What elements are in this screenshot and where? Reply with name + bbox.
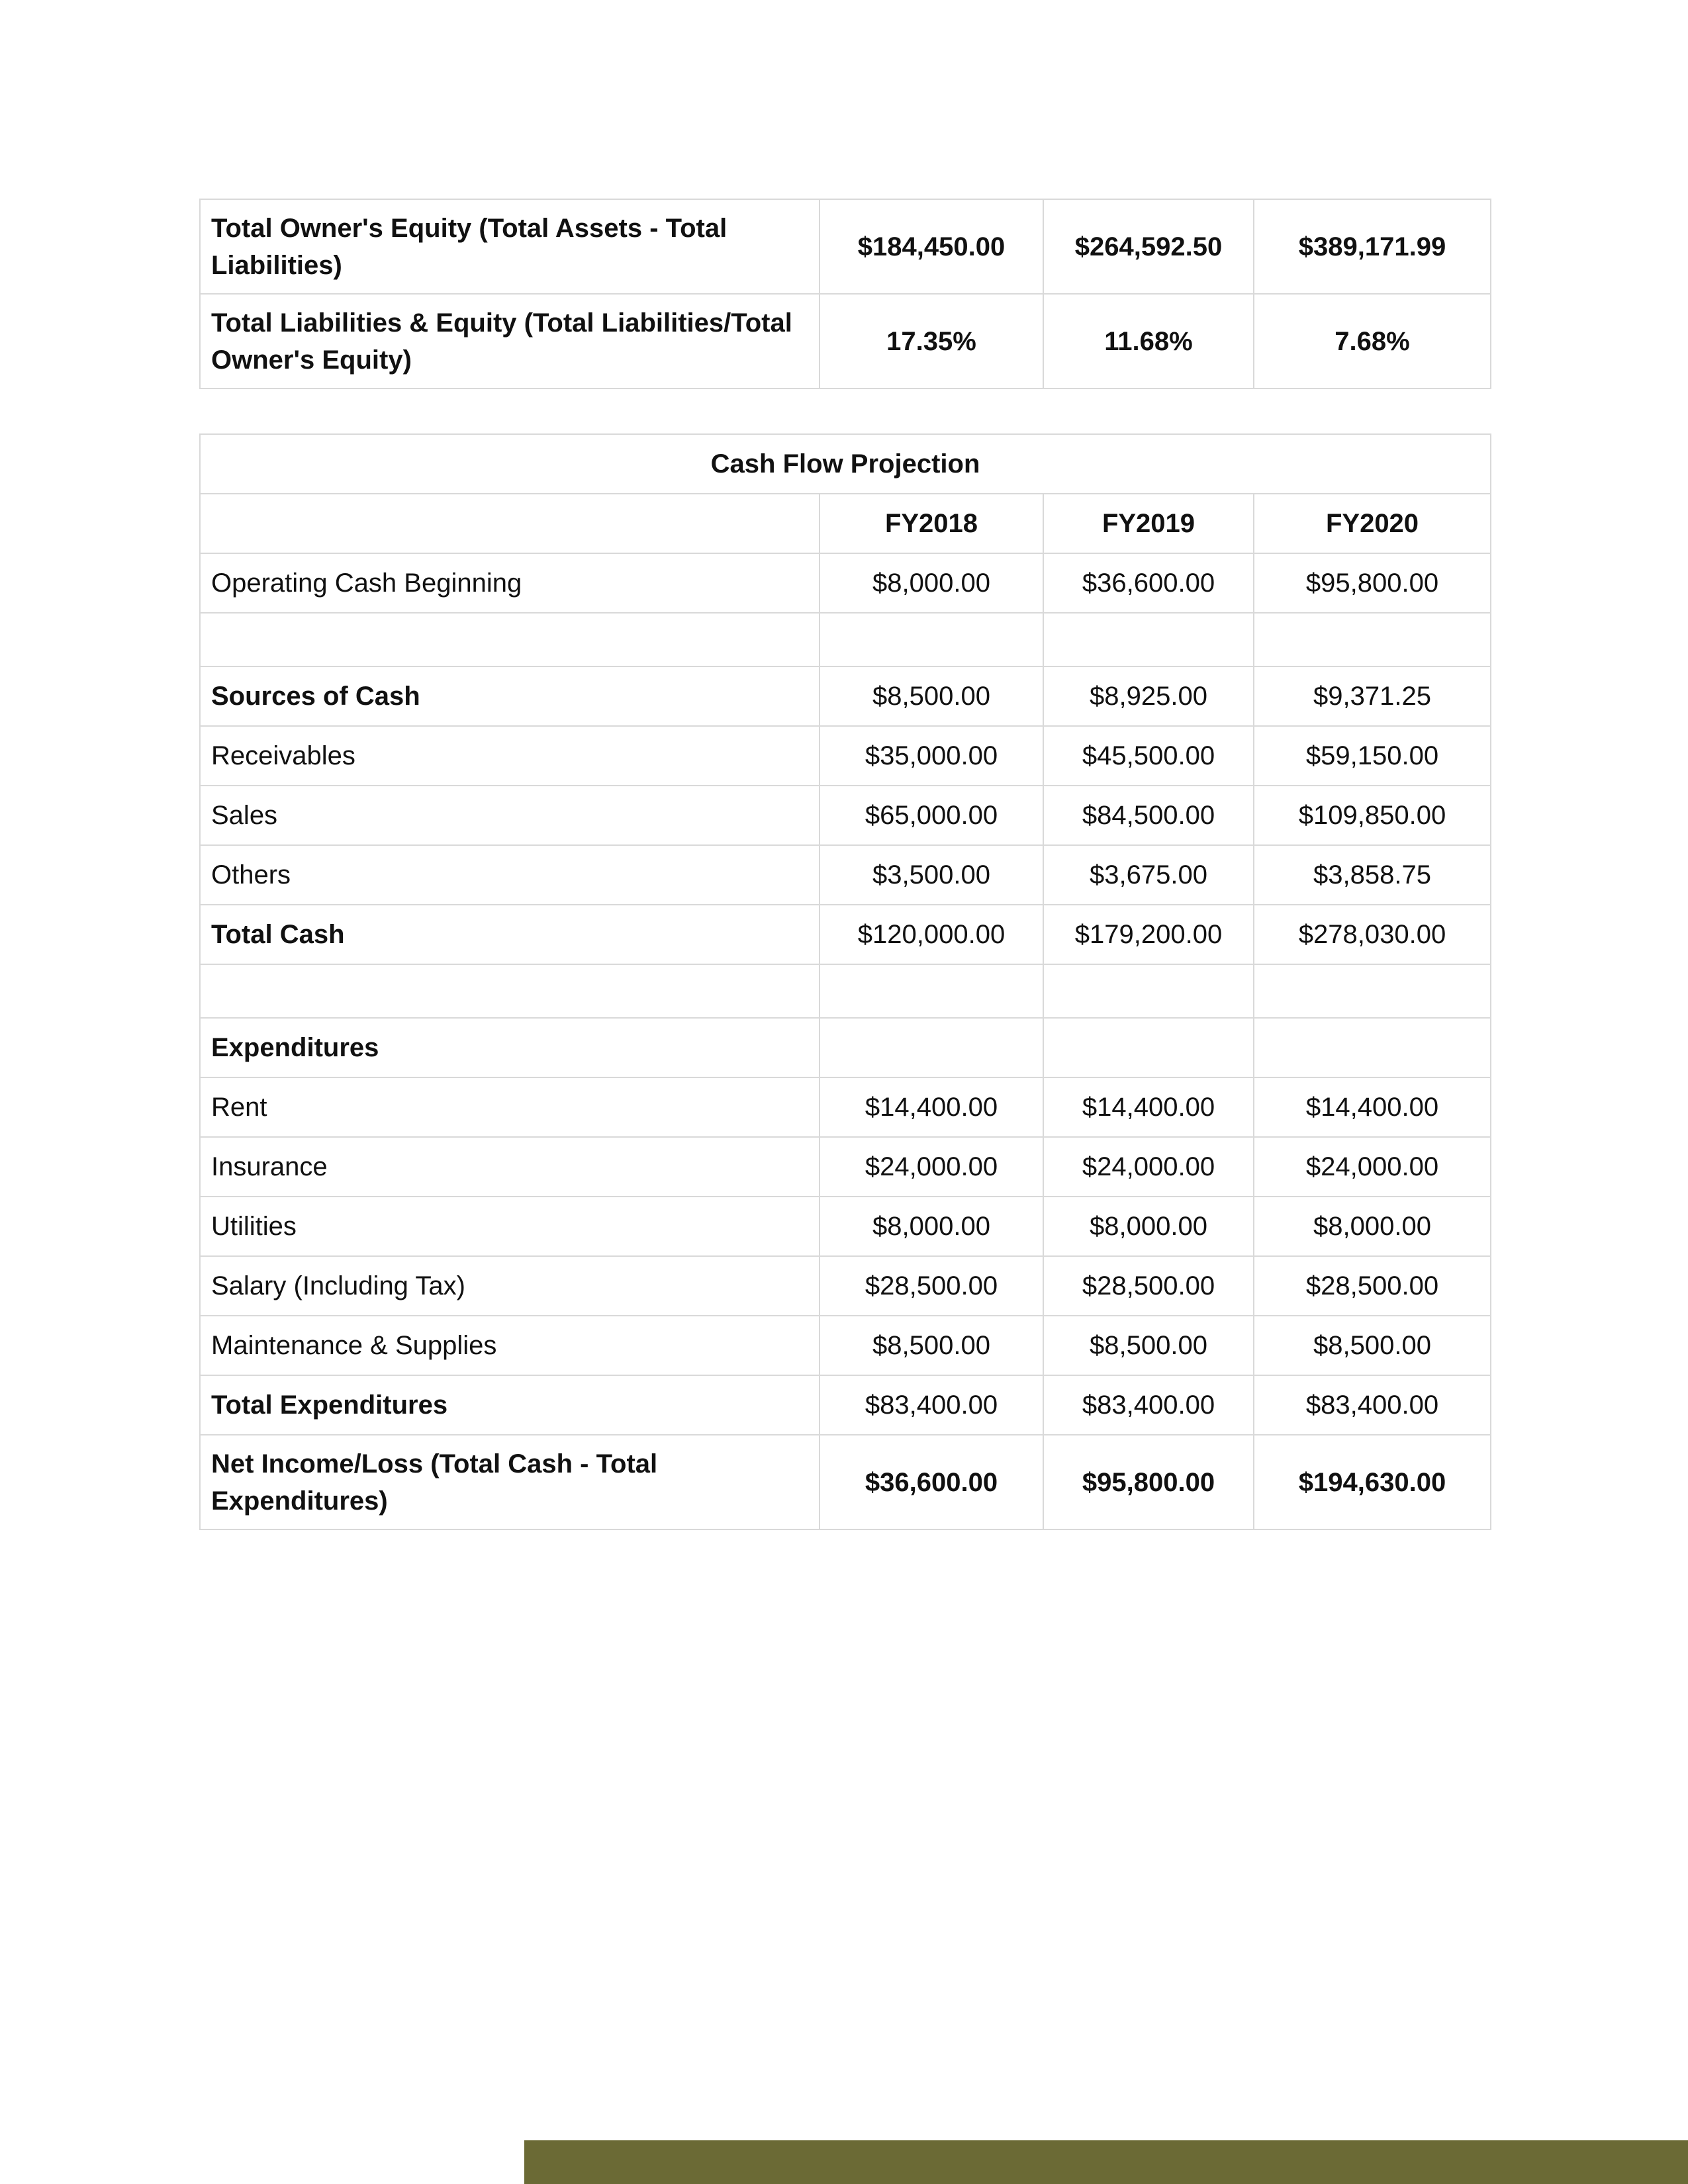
- row-label: Total Cash: [200, 905, 820, 964]
- table-cell: $179,200.00: [1043, 905, 1254, 964]
- table-cell: 7.68%: [1254, 294, 1491, 388]
- table-cell: 17.35%: [820, 294, 1043, 388]
- table-row: [200, 199, 1491, 294]
- table-cell: $14,400.00: [1043, 1077, 1254, 1137]
- equity-table: [199, 199, 1491, 389]
- footer-accent-bar: [524, 2140, 1688, 2184]
- empty-cell: [200, 613, 820, 666]
- table-cell: $24,000.00: [1254, 1137, 1491, 1197]
- table-cell: $83,400.00: [1254, 1375, 1491, 1435]
- table-cell: $8,500.00: [820, 666, 1043, 726]
- table-row: [200, 294, 1491, 388]
- row-label: Insurance: [200, 1137, 820, 1197]
- table-cell: $24,000.00: [1043, 1137, 1254, 1197]
- table-cell: $8,000.00: [1254, 1197, 1491, 1256]
- table-row: [200, 905, 1491, 964]
- table-row: [200, 726, 1491, 786]
- row-label: Total Liabilities & Equity (Total Liabilities/Total Owner's Equity): [200, 294, 820, 388]
- table-cell: $28,500.00: [1043, 1256, 1254, 1316]
- table-cell: 11.68%: [1043, 294, 1254, 388]
- table-row: [200, 553, 1491, 613]
- row-label: Sales: [200, 786, 820, 845]
- table-row: [200, 1137, 1491, 1197]
- empty-cell: [200, 494, 820, 553]
- empty-cell: [200, 964, 820, 1018]
- blank-row: [200, 613, 1491, 666]
- table-cell: $36,600.00: [820, 1435, 1043, 1529]
- table-cell: $8,500.00: [820, 1316, 1043, 1375]
- table-cell: $65,000.00: [820, 786, 1043, 845]
- table-title: Cash Flow Projection: [200, 434, 1491, 494]
- row-label: Total Owner's Equity (Total Assets - Total Liabilities): [200, 199, 820, 294]
- table-cell: $24,000.00: [820, 1137, 1043, 1197]
- row-label: Receivables: [200, 726, 820, 786]
- cash-flow-table: [199, 433, 1491, 1530]
- table-cell: $84,500.00: [1043, 786, 1254, 845]
- column-header: FY2018: [820, 494, 1043, 553]
- row-label: Total Expenditures: [200, 1375, 820, 1435]
- empty-cell: [820, 964, 1043, 1018]
- table-row: [200, 1197, 1491, 1256]
- table-cell: $264,592.50: [1043, 199, 1254, 294]
- table-cell: $35,000.00: [820, 726, 1043, 786]
- table-cell: $194,630.00: [1254, 1435, 1491, 1529]
- row-label: Utilities: [200, 1197, 820, 1256]
- column-header: FY2019: [1043, 494, 1254, 553]
- table-cell: $45,500.00: [1043, 726, 1254, 786]
- row-label: Sources of Cash: [200, 666, 820, 726]
- table-cell: $389,171.99: [1254, 199, 1491, 294]
- table-cell: $36,600.00: [1043, 553, 1254, 613]
- table-cell: $95,800.00: [1254, 553, 1491, 613]
- table-cell: $8,500.00: [1043, 1316, 1254, 1375]
- table-row: [200, 1256, 1491, 1316]
- table-header-row: [200, 494, 1491, 553]
- table-row: [200, 786, 1491, 845]
- table-cell: $184,450.00: [820, 199, 1043, 294]
- empty-cell: [1043, 964, 1254, 1018]
- table-row: [200, 1316, 1491, 1375]
- table-row: [200, 1018, 1491, 1077]
- table-cell: $120,000.00: [820, 905, 1043, 964]
- table-cell: $109,850.00: [1254, 786, 1491, 845]
- empty-cell: [820, 1018, 1043, 1077]
- empty-cell: [1254, 964, 1491, 1018]
- table-cell: $14,400.00: [1254, 1077, 1491, 1137]
- table-cell: $278,030.00: [1254, 905, 1491, 964]
- table-row: [200, 1375, 1491, 1435]
- table-cell: $8,500.00: [1254, 1316, 1491, 1375]
- row-label: Rent: [200, 1077, 820, 1137]
- empty-cell: [820, 613, 1043, 666]
- row-label: Others: [200, 845, 820, 905]
- table-cell: $9,371.25: [1254, 666, 1491, 726]
- table-cell: $8,000.00: [820, 553, 1043, 613]
- table-cell: $83,400.00: [820, 1375, 1043, 1435]
- row-label: Maintenance & Supplies: [200, 1316, 820, 1375]
- column-header: FY2020: [1254, 494, 1491, 553]
- row-label: Salary (Including Tax): [200, 1256, 820, 1316]
- empty-cell: [1043, 1018, 1254, 1077]
- table-row: [200, 1077, 1491, 1137]
- table-cell: $95,800.00: [1043, 1435, 1254, 1529]
- empty-cell: [1254, 1018, 1491, 1077]
- table-cell: $8,925.00: [1043, 666, 1254, 726]
- table-row: [200, 845, 1491, 905]
- table-cell: $14,400.00: [820, 1077, 1043, 1137]
- table-cell: $3,500.00: [820, 845, 1043, 905]
- table-row: [200, 1435, 1491, 1529]
- table-title-row: [200, 434, 1491, 494]
- table-cell: $28,500.00: [820, 1256, 1043, 1316]
- empty-cell: [1254, 613, 1491, 666]
- table-cell: $3,675.00: [1043, 845, 1254, 905]
- table-row: [200, 666, 1491, 726]
- row-label: Expenditures: [200, 1018, 820, 1077]
- table-cell: $83,400.00: [1043, 1375, 1254, 1435]
- table-cell: $8,000.00: [820, 1197, 1043, 1256]
- table-cell: $28,500.00: [1254, 1256, 1491, 1316]
- table-cell: $8,000.00: [1043, 1197, 1254, 1256]
- row-label: Operating Cash Beginning: [200, 553, 820, 613]
- table-cell: $3,858.75: [1254, 845, 1491, 905]
- blank-row: [200, 964, 1491, 1018]
- table-cell: $59,150.00: [1254, 726, 1491, 786]
- row-label: Net Income/Loss (Total Cash - Total Expenditures): [200, 1435, 820, 1529]
- empty-cell: [1043, 613, 1254, 666]
